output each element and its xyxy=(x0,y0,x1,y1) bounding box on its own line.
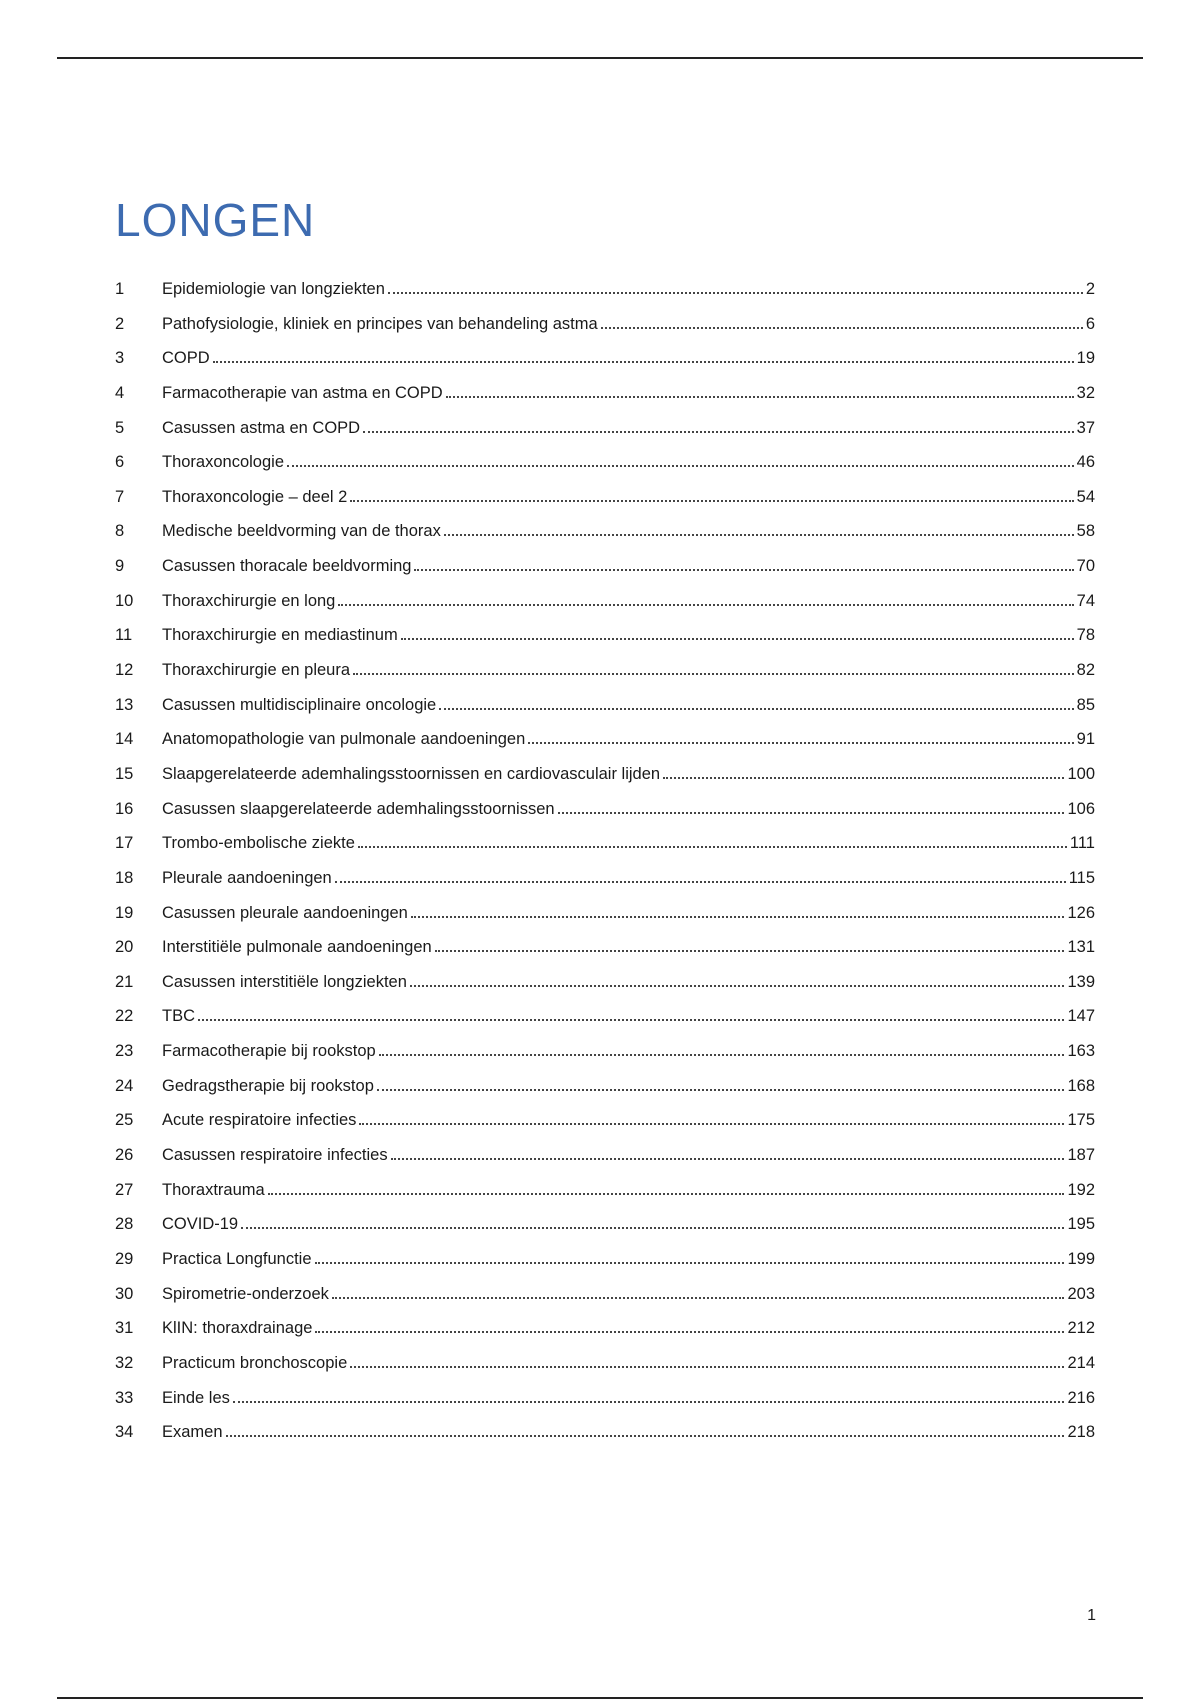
toc-entry-title: Anatomopathologie van pulmonale aandoeningen xyxy=(162,730,526,749)
toc-entry-page: 218 xyxy=(1067,1423,1095,1442)
toc-entry-title: Trombo-embolische ziekte xyxy=(162,834,355,853)
toc-dot-leader xyxy=(213,361,1074,363)
toc-entry-page: 195 xyxy=(1067,1215,1095,1234)
toc-entry-title: Acute respiratoire infecties xyxy=(162,1111,357,1130)
toc-entry[interactable] xyxy=(115,376,1095,411)
toc-entry[interactable] xyxy=(115,1415,1095,1450)
toc-entry-page: 216 xyxy=(1067,1388,1095,1407)
toc-entry-title: Slaapgerelateerde ademhalingsstoornissen en cardiovasculair lijden xyxy=(162,764,661,783)
toc-entry-title: Casussen pleurale aandoeningen xyxy=(162,903,408,922)
toc-entry-title: KlIN: thoraxdrainage xyxy=(162,1319,313,1338)
toc-entry-page: 91 xyxy=(1076,730,1095,749)
toc-entry-page: 78 xyxy=(1076,626,1095,645)
toc-dot-leader xyxy=(388,292,1083,294)
toc-entry-page: 212 xyxy=(1067,1319,1095,1338)
toc-dot-leader xyxy=(358,846,1067,848)
toc-entry-number: 14 xyxy=(115,730,134,749)
toc-entry-title: Thoraxtrauma xyxy=(162,1180,265,1199)
toc-entry-number: 21 xyxy=(115,972,134,991)
toc-entry-page: 126 xyxy=(1067,903,1095,922)
toc-entry[interactable] xyxy=(115,1346,1095,1381)
toc-entry-page: 187 xyxy=(1067,1146,1095,1165)
toc-dot-leader xyxy=(444,534,1074,536)
toc-entry[interactable] xyxy=(115,480,1095,515)
toc-entry[interactable] xyxy=(115,930,1095,965)
toc-entry-page: 85 xyxy=(1076,695,1095,714)
toc-entry-title: Farmacotherapie van astma en COPD xyxy=(162,383,443,402)
toc-dot-leader xyxy=(350,500,1073,502)
toc-dot-leader xyxy=(287,465,1074,467)
toc-dot-leader xyxy=(439,708,1073,710)
toc-dot-leader xyxy=(446,396,1074,398)
toc-entry[interactable] xyxy=(115,999,1095,1034)
toc-entry-number: 19 xyxy=(115,903,134,922)
toc-entry-number: 17 xyxy=(115,834,134,853)
toc-entry[interactable] xyxy=(115,411,1095,446)
toc-entry-page: 203 xyxy=(1067,1284,1095,1303)
toc-entry[interactable] xyxy=(115,1034,1095,1069)
page-number: 1 xyxy=(1087,1607,1096,1624)
toc-entry-page: 192 xyxy=(1067,1180,1095,1199)
toc-entry-title: Interstitiële pulmonale aandoeningen xyxy=(162,938,432,957)
toc-entry-title: COPD xyxy=(162,349,210,368)
toc-entry-page: 163 xyxy=(1067,1042,1095,1061)
toc-entry[interactable] xyxy=(115,653,1095,688)
toc-entry-number: 32 xyxy=(115,1353,134,1372)
toc-dot-leader xyxy=(528,742,1073,744)
toc-entry-number: 15 xyxy=(115,764,134,783)
toc-entry[interactable] xyxy=(115,618,1095,653)
toc-entry-number: 23 xyxy=(115,1042,134,1061)
toc-entry[interactable] xyxy=(115,688,1095,723)
toc-entry[interactable] xyxy=(115,896,1095,931)
toc-entry[interactable] xyxy=(115,965,1095,1000)
toc-entry-page: 214 xyxy=(1067,1353,1095,1372)
toc-entry-title: Thoraxoncologie xyxy=(162,453,284,472)
toc-dot-leader xyxy=(198,1019,1064,1021)
toc-entry-page: 106 xyxy=(1067,799,1095,818)
toc-entry-title: Einde les xyxy=(162,1388,230,1407)
header-rule xyxy=(57,57,1143,59)
toc-dot-leader xyxy=(601,327,1083,329)
toc-entry-page: 100 xyxy=(1067,764,1095,783)
toc-entry-number: 11 xyxy=(115,626,133,645)
toc-dot-leader xyxy=(558,812,1065,814)
toc-entry-number: 28 xyxy=(115,1215,134,1234)
toc-dot-leader xyxy=(359,1123,1064,1125)
toc-entry[interactable] xyxy=(115,341,1095,376)
toc-dot-leader xyxy=(338,604,1073,606)
toc-entry[interactable] xyxy=(115,1311,1095,1346)
toc-entry-title: Casussen multidisciplinaire oncologie xyxy=(162,695,437,714)
toc-entry-number: 29 xyxy=(115,1249,134,1268)
toc-entry[interactable] xyxy=(115,514,1095,549)
toc-entry-page: 199 xyxy=(1067,1249,1095,1268)
toc-entry-page: 19 xyxy=(1076,349,1095,368)
toc-dot-leader xyxy=(414,569,1073,571)
toc-entry-number: 26 xyxy=(115,1146,134,1165)
toc-dot-leader xyxy=(401,638,1074,640)
toc-dot-leader xyxy=(315,1262,1065,1264)
toc-entry-page: 58 xyxy=(1076,522,1095,541)
toc-entry-title: COVID-19 xyxy=(162,1215,239,1234)
toc-dot-leader xyxy=(410,985,1065,987)
toc-entry-page: 168 xyxy=(1067,1076,1095,1095)
toc-entry-title: Examen xyxy=(162,1423,223,1442)
toc-entry[interactable] xyxy=(115,1277,1095,1312)
document-title: LONGEN xyxy=(115,194,316,246)
toc-entry-number: 33 xyxy=(115,1388,134,1407)
toc-entry[interactable] xyxy=(115,307,1095,342)
toc-entry-title: Farmacotherapie bij rookstop xyxy=(162,1042,376,1061)
toc-entry-title: Thoraxchirurgie en pleura xyxy=(162,661,351,680)
toc-dot-leader xyxy=(332,1297,1065,1299)
toc-dot-leader xyxy=(268,1193,1065,1195)
toc-dot-leader xyxy=(353,673,1074,675)
toc-dot-leader xyxy=(233,1401,1065,1403)
toc-entry-page: 82 xyxy=(1076,661,1095,680)
toc-entry-page: 37 xyxy=(1076,418,1095,437)
toc-entry[interactable] xyxy=(115,549,1095,584)
toc-entry[interactable] xyxy=(115,1242,1095,1277)
toc-entry[interactable] xyxy=(115,1138,1095,1173)
toc-entry-page: 6 xyxy=(1085,314,1095,333)
toc-entry-number: 12 xyxy=(115,661,134,680)
toc-entry-title: Casussen slaapgerelateerde ademhalingsstoornissen xyxy=(162,799,555,818)
toc-entry-number: 7 xyxy=(115,487,125,506)
toc-entry-title: Thoraxchirurgie en mediastinum xyxy=(162,626,398,645)
toc-entry-page: 115 xyxy=(1068,868,1095,887)
toc-dot-leader xyxy=(350,1366,1064,1368)
toc-entry-page: 131 xyxy=(1067,938,1095,957)
toc-dot-leader xyxy=(411,916,1065,918)
toc-entry-title: Spirometrie-onderzoek xyxy=(162,1284,329,1303)
toc-entry[interactable] xyxy=(115,584,1095,619)
toc-entry-title: Practica Longfunctie xyxy=(162,1249,312,1268)
toc-entry[interactable] xyxy=(115,722,1095,757)
toc-entry-page: 54 xyxy=(1076,487,1095,506)
toc-entry-title: Casussen astma en COPD xyxy=(162,418,361,437)
toc-entry-page: 74 xyxy=(1076,591,1095,610)
toc-dot-leader xyxy=(377,1089,1065,1091)
toc-entry[interactable] xyxy=(115,792,1095,827)
toc-dot-leader xyxy=(315,1331,1064,1333)
toc-entry-page: 46 xyxy=(1076,453,1095,472)
toc-entry[interactable] xyxy=(115,1103,1095,1138)
toc-entry-number: 18 xyxy=(115,868,134,887)
toc-entry[interactable] xyxy=(115,1173,1095,1208)
toc-entry-number: 3 xyxy=(115,349,125,368)
toc-dot-leader xyxy=(363,431,1074,433)
toc-entry-title: Practicum bronchoscopie xyxy=(162,1353,348,1372)
toc-entry-page: 32 xyxy=(1076,383,1095,402)
toc-entry-title: Casussen thoracale beeldvorming xyxy=(162,557,412,576)
toc-entry-page: 111 xyxy=(1069,834,1095,853)
toc-entry-title: Epidemiologie van longziekten xyxy=(162,280,385,298)
toc-entry-page: 139 xyxy=(1067,972,1095,991)
toc-entry[interactable] xyxy=(115,1069,1095,1104)
toc-entry-number: 5 xyxy=(115,418,125,437)
toc-entry-number: 8 xyxy=(115,522,125,541)
toc-dot-leader xyxy=(435,950,1065,952)
toc-entry-number: 20 xyxy=(115,938,134,957)
toc-entry-title: Thoraxchirurgie en long xyxy=(162,591,336,610)
toc-entry-number: 22 xyxy=(115,1007,134,1026)
toc-entry-title: Pathofysiologie, kliniek en principes van behandeling astma xyxy=(162,314,598,333)
toc-entry-number: 1 xyxy=(115,280,125,298)
toc-entry[interactable] xyxy=(115,445,1095,480)
toc-dot-leader xyxy=(335,881,1066,883)
toc-entry[interactable] xyxy=(115,861,1095,896)
toc-entry-page: 2 xyxy=(1085,280,1095,298)
toc-dot-leader xyxy=(663,777,1064,779)
toc-entry-number: 9 xyxy=(115,557,125,576)
toc-entry-number: 30 xyxy=(115,1284,134,1303)
toc-entry[interactable] xyxy=(115,1381,1095,1416)
toc-entry-number: 16 xyxy=(115,799,134,818)
toc-entry-number: 24 xyxy=(115,1076,134,1095)
toc-entry-title: Casussen respiratoire infecties xyxy=(162,1146,388,1165)
toc-dot-leader xyxy=(379,1054,1065,1056)
toc-entry-title: Thoraxoncologie – deel 2 xyxy=(162,487,348,506)
toc-entry-number: 13 xyxy=(115,695,134,714)
toc-dot-leader xyxy=(226,1435,1065,1437)
toc-entry-number: 10 xyxy=(115,591,134,610)
toc-entry-page: 147 xyxy=(1067,1007,1095,1026)
toc-entry[interactable] xyxy=(115,826,1095,861)
toc-entry-number: 6 xyxy=(115,453,125,472)
toc-entry-page: 70 xyxy=(1076,557,1095,576)
toc-entry-number: 34 xyxy=(115,1423,134,1442)
table-of-contents xyxy=(115,272,1095,1450)
toc-entry-number: 27 xyxy=(115,1180,134,1199)
toc-dot-leader xyxy=(391,1158,1065,1160)
toc-entry-number: 4 xyxy=(115,383,125,402)
toc-entry-page: 175 xyxy=(1067,1111,1095,1130)
toc-entry-title: Gedragstherapie bij rookstop xyxy=(162,1076,374,1095)
toc-entry-number: 25 xyxy=(115,1111,134,1130)
toc-entry-title: Casussen interstitiële longziekten xyxy=(162,972,407,991)
toc-entry[interactable] xyxy=(115,272,1095,307)
toc-dot-leader xyxy=(241,1227,1064,1229)
toc-entry-title: Medische beeldvorming van de thorax xyxy=(162,522,441,541)
toc-entry-number: 31 xyxy=(115,1319,134,1338)
toc-entry-title: TBC xyxy=(162,1007,195,1026)
toc-entry[interactable] xyxy=(115,1207,1095,1242)
toc-entry[interactable] xyxy=(115,757,1095,792)
toc-entry-number: 2 xyxy=(115,314,125,333)
toc-entry-title: Pleurale aandoeningen xyxy=(162,868,332,887)
footer-rule xyxy=(57,1697,1143,1699)
